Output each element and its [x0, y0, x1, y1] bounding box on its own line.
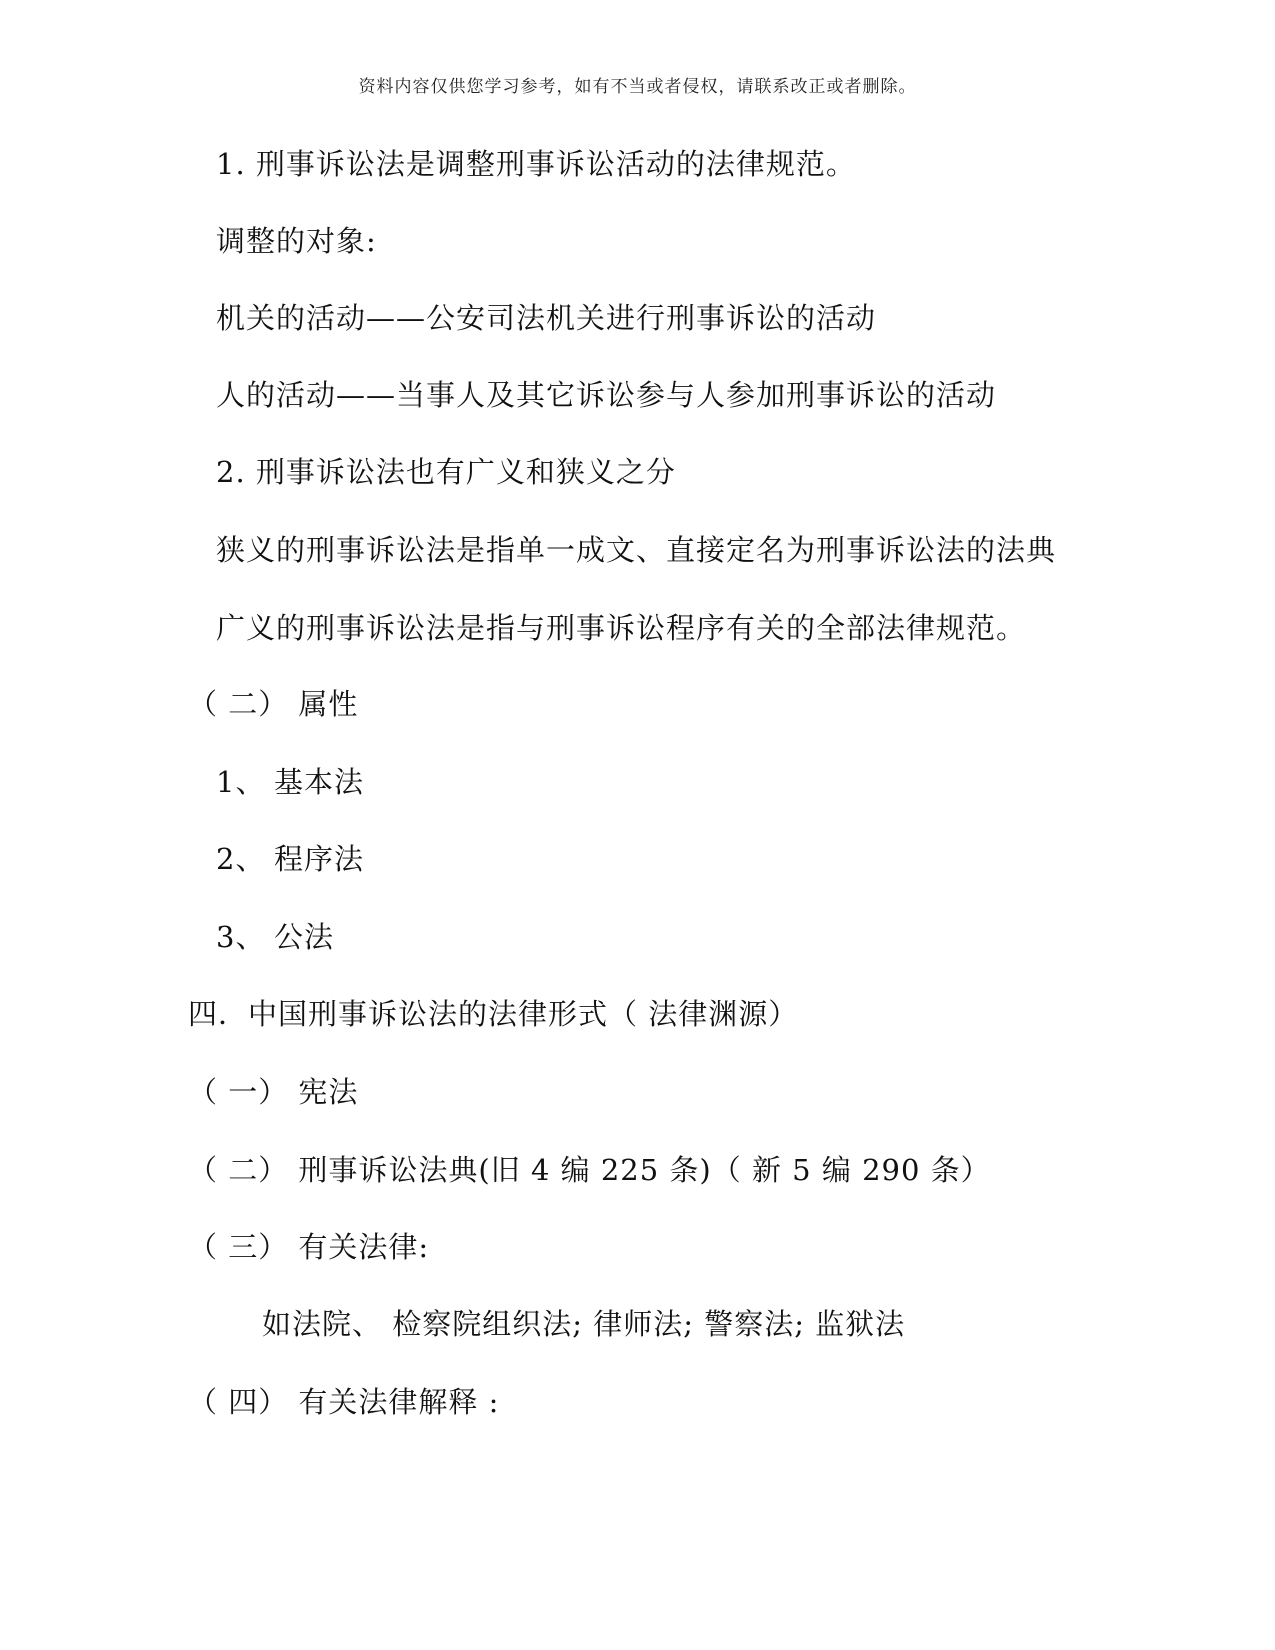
- list-item-label: 基本法: [274, 765, 365, 799]
- section-heading: （ 三） 有关法律:: [188, 1230, 430, 1264]
- list-item-label: 程序法: [274, 842, 365, 876]
- section-heading: （ 四） 有关法律解释 :: [188, 1385, 500, 1419]
- section-heading: 四．中国刑事诉讼法的法律形式（ 法律渊源）: [188, 997, 799, 1031]
- paragraph: 如法院、 检察院组织法; 律师法; 警察法; 监狱法: [262, 1307, 906, 1341]
- paragraph: 人的活动——当事人及其它诉讼参与人参加刑事诉讼的活动: [216, 378, 997, 412]
- list-item: [216, 765, 365, 799]
- paragraph: 狭义的刑事诉讼法是指单一成文、直接定名为刑事诉讼法的法典: [216, 533, 1057, 567]
- list-item-number: 3、: [216, 920, 266, 954]
- paragraph: 2. 刑事诉讼法也有广义和狭义之分: [216, 455, 676, 489]
- section-heading: （ 二） 属性: [188, 687, 359, 721]
- list-item-number: 2、: [216, 842, 266, 876]
- paragraph: 调整的对象:: [216, 224, 377, 258]
- section-heading: （ 二） 刑事诉讼法典(旧 4 编 225 条)（ 新 5 编 290 条）: [188, 1153, 991, 1187]
- paragraph: 广义的刑事诉讼法是指与刑事诉讼程序有关的全部法律规范。: [216, 611, 1027, 645]
- paragraph: 1. 刑事诉讼法是调整刑事诉讼活动的法律规范。: [216, 147, 856, 181]
- section-heading: （ 一） 宪法: [188, 1075, 359, 1109]
- list-item-number: 1、: [216, 765, 266, 799]
- list-item-label: 公法: [274, 920, 335, 954]
- paragraph: 机关的活动——公安司法机关进行刑事诉讼的活动: [216, 301, 877, 335]
- list-item: [216, 920, 335, 954]
- header-note: 资料内容仅供您学习参考，如有不当或者侵权，请联系改正或者删除。: [358, 77, 917, 97]
- list-item: [216, 842, 365, 876]
